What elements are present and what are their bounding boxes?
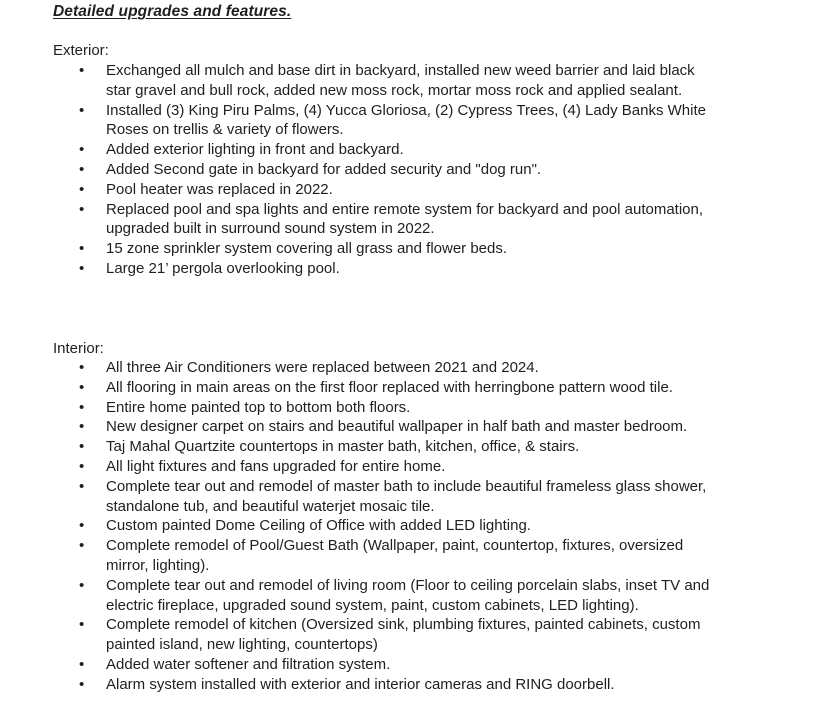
list-item: • Complete remodel of Pool/Guest Bath (Wallpaper, paint, countertop, fixtures, oversized mirror, lighting). <box>79 537 684 574</box>
list-item: • New designer carpet on stairs and beautiful wallpaper in half bath and master bedroom. <box>79 418 688 436</box>
list-item: • Large 21’ pergola overlooking pool. <box>79 259 340 277</box>
list-item: • Exchanged all mulch and base dirt in backyard, installed new weed barrier and laid black star gravel and bull rock, added new moss rock, mortar moss rock and applied sealant. <box>79 62 695 99</box>
list-item: • All flooring in main areas on the first floor replaced with herringbone pattern wood tile. <box>79 378 673 396</box>
bullet-icon: • <box>79 418 85 436</box>
bullet-icon: • <box>79 378 85 396</box>
bullet-icon: • <box>79 477 85 495</box>
bullet-icon: • <box>79 180 85 198</box>
list-item: • Installed (3) King Piru Palms, (4) Yucca Gloriosa, (2) Cypress Trees, (4) Lady Banks White Roses on trellis & variety of flowers. <box>79 101 706 139</box>
list-item: • Complete remodel of kitchen (Oversized sink, plumbing fixtures, painted cabinets, custom painted island, new lighting, countertops) <box>79 616 701 654</box>
list-item: • Pool heater was replaced in 2022. <box>79 180 333 198</box>
exterior-list <box>0 61 825 279</box>
bullet-icon: • <box>79 517 85 535</box>
bullet-icon: • <box>79 240 85 258</box>
list-item: • Entire home painted top to bottom both floors. <box>79 398 411 416</box>
bullet-icon: • <box>79 576 85 594</box>
list-item: • Complete tear out and remodel of master bath to include beautiful frameless glass shower, standalone tub, and beautiful waterjet mosaic tile. <box>79 477 707 515</box>
list-item: • All light fixtures and fans upgraded for entire home. <box>79 457 446 475</box>
list-item: • 15 zone sprinkler system covering all grass and flower beds. <box>79 240 508 258</box>
bullet-icon: • <box>79 141 85 159</box>
list-item: • Complete tear out and remodel of living room (Floor to ceiling porcelain slabs, inset TV and electric fireplace, upgraded sound system, paint, custom cabinets, LED lighting). <box>79 576 710 614</box>
bullet-icon: • <box>79 200 85 218</box>
bullet-icon: • <box>79 438 85 456</box>
list-item: • All three Air Conditioners were replaced between 2021 and 2024. <box>79 359 539 376</box>
list-item: • Taj Mahal Quartzite countertops in master bath, kitchen, office, & stairs. <box>79 438 580 456</box>
bullet-icon: • <box>79 359 85 376</box>
section-label-interior: Interior: <box>53 340 104 357</box>
list-item: • Added Second gate in backyard for added security and "dog run". <box>79 160 542 178</box>
list-item: • Custom painted Dome Ceiling of Office with added LED lighting. <box>79 517 531 535</box>
bullet-icon: • <box>79 101 85 119</box>
list-item: • Alarm system installed with exterior and interior cameras and RING doorbell. <box>79 675 615 693</box>
list-item: • Added water softener and filtration system. <box>79 655 391 673</box>
bullet-icon: • <box>79 675 85 693</box>
interior-list <box>0 358 825 695</box>
bullet-icon: • <box>79 616 85 634</box>
document-title: Detailed upgrades and features. <box>53 3 292 20</box>
bullet-icon: • <box>79 62 85 79</box>
list-item: • Added exterior lighting in front and backyard. <box>79 141 404 159</box>
section-label-exterior: Exterior: <box>53 42 109 59</box>
list-item: • Replaced pool and spa lights and entire remote system for backyard and pool automation, upgraded built in surround sound system in 2022. <box>79 200 704 238</box>
bullet-icon: • <box>79 457 85 475</box>
bullet-icon: • <box>79 160 85 178</box>
bullet-icon: • <box>79 537 85 555</box>
bullet-icon: • <box>79 398 85 416</box>
bullet-icon: • <box>79 655 85 673</box>
bullet-icon: • <box>79 259 85 277</box>
